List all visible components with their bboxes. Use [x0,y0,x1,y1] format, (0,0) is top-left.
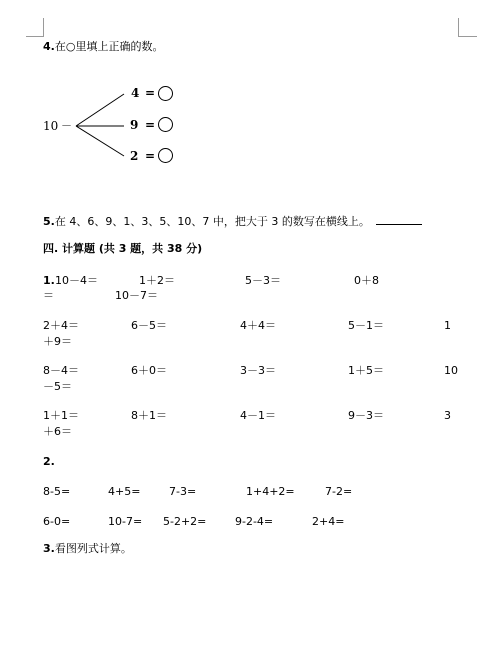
branch-value-2: 9 [130,118,139,132]
branch-equals-3: = [145,149,156,163]
split-source-number: 10 [43,119,59,133]
calc-item: 8－4＝ [43,364,79,377]
question-4-title: 4.在○里填上正确的数。 [43,40,164,53]
calc-item: 4－1＝ [240,409,276,422]
calc-item: ＋6＝ [43,425,72,438]
calc-item: 6-0= [43,515,71,528]
calc-item: 10-7= [108,515,143,528]
calc-item: 1＋5＝ [348,364,384,377]
calc-item: 3 [444,409,451,422]
branch-value-1: 4 [131,86,140,100]
answer-circle-2[interactable] [158,117,173,132]
question-5-label: 5.在 4、6、9、1、3、5、10、7 中，把大于 3 的数写在横线上。 [43,215,370,228]
calc-item: 5－1＝ [348,319,384,332]
calc-item: ＝ [43,289,54,302]
calc-item: 5-2+2= [163,515,207,528]
calc-item: 1 [444,319,451,332]
calc-item: 5－3＝ [245,274,281,287]
calc-item: 9-2-4= [235,515,274,528]
calc-item: 1+4+2= [246,485,295,498]
calc-item: 6－5＝ [131,319,167,332]
calc-item: －5＝ [43,380,72,393]
calc-item: 7-3= [169,485,197,498]
calc-item: 6＋0＝ [131,364,167,377]
calc-item: 4+5= [108,485,141,498]
branch-line-bottom [76,126,124,156]
question-3-text: 3.看图列式计算。 [43,542,132,555]
calc-item: 4＋4＝ [240,319,276,332]
question-5-text [43,215,422,227]
calc-item: ＋9＝ [43,335,72,348]
calc-item: 8-5= [43,485,71,498]
split-dash: － [61,119,72,132]
branch-value-3: 2 [130,149,139,163]
branch-equals-2: = [145,118,156,132]
calc-item: 1＋2＝ [139,274,175,287]
answer-circle-1[interactable] [158,86,173,101]
calc-item: 2+4= [312,515,345,528]
branch-line-top [76,94,124,126]
answer-circle-3[interactable] [158,148,173,163]
calc-item: 8＋1＝ [131,409,167,422]
calc-item: 2＋4＝ [43,319,79,332]
calc-item: 3－3＝ [240,364,276,377]
calc-item: 0＋8 [354,274,379,287]
calc-item: 10 [444,364,458,377]
calc-item: 7-2= [325,485,353,498]
calc-item: 10－4＝ [55,274,98,287]
question-1-label: 1. [43,274,55,287]
calc-item: 1＋1＝ [43,409,79,422]
calc-item: 9－3＝ [348,409,384,422]
answer-blank-line[interactable] [376,215,422,225]
section-4-title: 四. 计算题 (共 3 题，共 38 分) [43,242,203,255]
branch-equals-1: = [145,86,156,100]
calc-item: 10－7＝ [115,289,158,302]
question-2-label: 2. [43,455,55,468]
